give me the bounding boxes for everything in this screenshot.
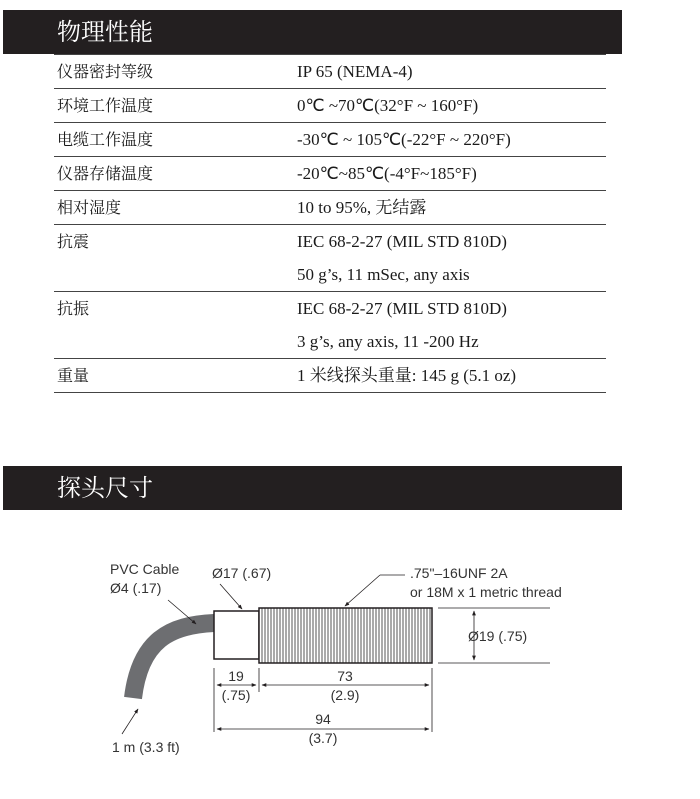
pvc-cable <box>133 623 214 698</box>
thread-label-1: .75"–16UNF 2A <box>410 565 508 581</box>
spec-value-cell <box>297 89 606 123</box>
spec-row <box>54 89 606 123</box>
probe-dimension-diagram <box>0 520 700 799</box>
spec-value: 0℃ ~70℃(32°F ~ 160°F) <box>297 96 479 115</box>
spec-row <box>54 157 606 191</box>
spec-value-cell <box>297 225 606 292</box>
thread-label-2: or 18M x 1 metric thread <box>410 584 562 600</box>
spec-label: 仪器密封等级 <box>54 55 297 89</box>
thread-leader <box>345 575 380 606</box>
probe-head <box>214 611 259 659</box>
spec-value: 10 to 95%, 无结露 <box>297 198 427 217</box>
spec-value: 1 米线探头重量: 145 g (5.1 oz) <box>297 366 517 385</box>
physical-properties-title: 物理性能 <box>57 18 153 46</box>
dim-94-text: 94 <box>315 711 331 727</box>
spec-value: 3 g’s, any axis, 11 -200 Hz <box>297 332 479 351</box>
head-label: Ø17 (.67) <box>212 565 272 581</box>
spec-label: 仪器存储温度 <box>54 157 297 191</box>
spec-value: 50 g’s, 11 mSec, any axis <box>297 265 470 284</box>
spec-row <box>54 123 606 157</box>
spec-value: IEC 68-2-27 (MIL STD 810D) <box>297 299 507 318</box>
spec-value: -20℃~85℃(-4°F~185°F) <box>297 164 477 183</box>
dim-73-text: 73 <box>337 668 353 684</box>
dim-94-inch-text: (3.7) <box>308 730 338 746</box>
spec-value-cell <box>297 191 606 225</box>
spec-label: 重量 <box>54 359 297 393</box>
spec-label: 电缆工作温度 <box>54 123 297 157</box>
probe-dimensions-title: 探头尺寸 <box>57 474 153 502</box>
spec-value: IEC 68-2-27 (MIL STD 810D) <box>297 232 507 251</box>
cable-length-text: 1 m (3.3 ft) <box>112 739 180 755</box>
spec-row <box>54 55 606 89</box>
length-leader <box>122 709 138 734</box>
dim-73-inch-text: (2.9) <box>330 687 360 703</box>
probe-dimensions-header <box>3 466 622 510</box>
threaded-body <box>259 608 432 663</box>
spec-value-cell <box>297 359 606 393</box>
spec-row <box>54 225 606 292</box>
spec-row <box>54 292 606 359</box>
spec-row <box>54 359 606 393</box>
spec-row <box>54 191 606 225</box>
spec-label: 相对湿度 <box>54 191 297 225</box>
cable-label-1: PVC Cable <box>110 561 180 577</box>
spec-label: 抗震 <box>54 225 297 292</box>
spec-value-cell <box>297 55 606 89</box>
dim-19-text: 19 <box>228 668 244 684</box>
spec-table <box>54 54 606 393</box>
spec-label: 抗振 <box>54 292 297 359</box>
dim-19-inch-text: (.75) <box>221 687 251 703</box>
spec-label: 环境工作温度 <box>54 89 297 123</box>
spec-value-cell <box>297 123 606 157</box>
spec-value-cell <box>297 157 606 191</box>
head-leader <box>220 584 242 609</box>
cable-label-2: Ø4 (.17) <box>110 580 162 596</box>
spec-value-cell <box>297 292 606 359</box>
spec-value: -30℃ ~ 105℃(-22°F ~ 220°F) <box>297 130 511 149</box>
diameter-text: Ø19 (.75) <box>468 628 528 644</box>
physical-properties-header <box>3 10 622 54</box>
spec-value: IP 65 (NEMA-4) <box>297 62 413 81</box>
